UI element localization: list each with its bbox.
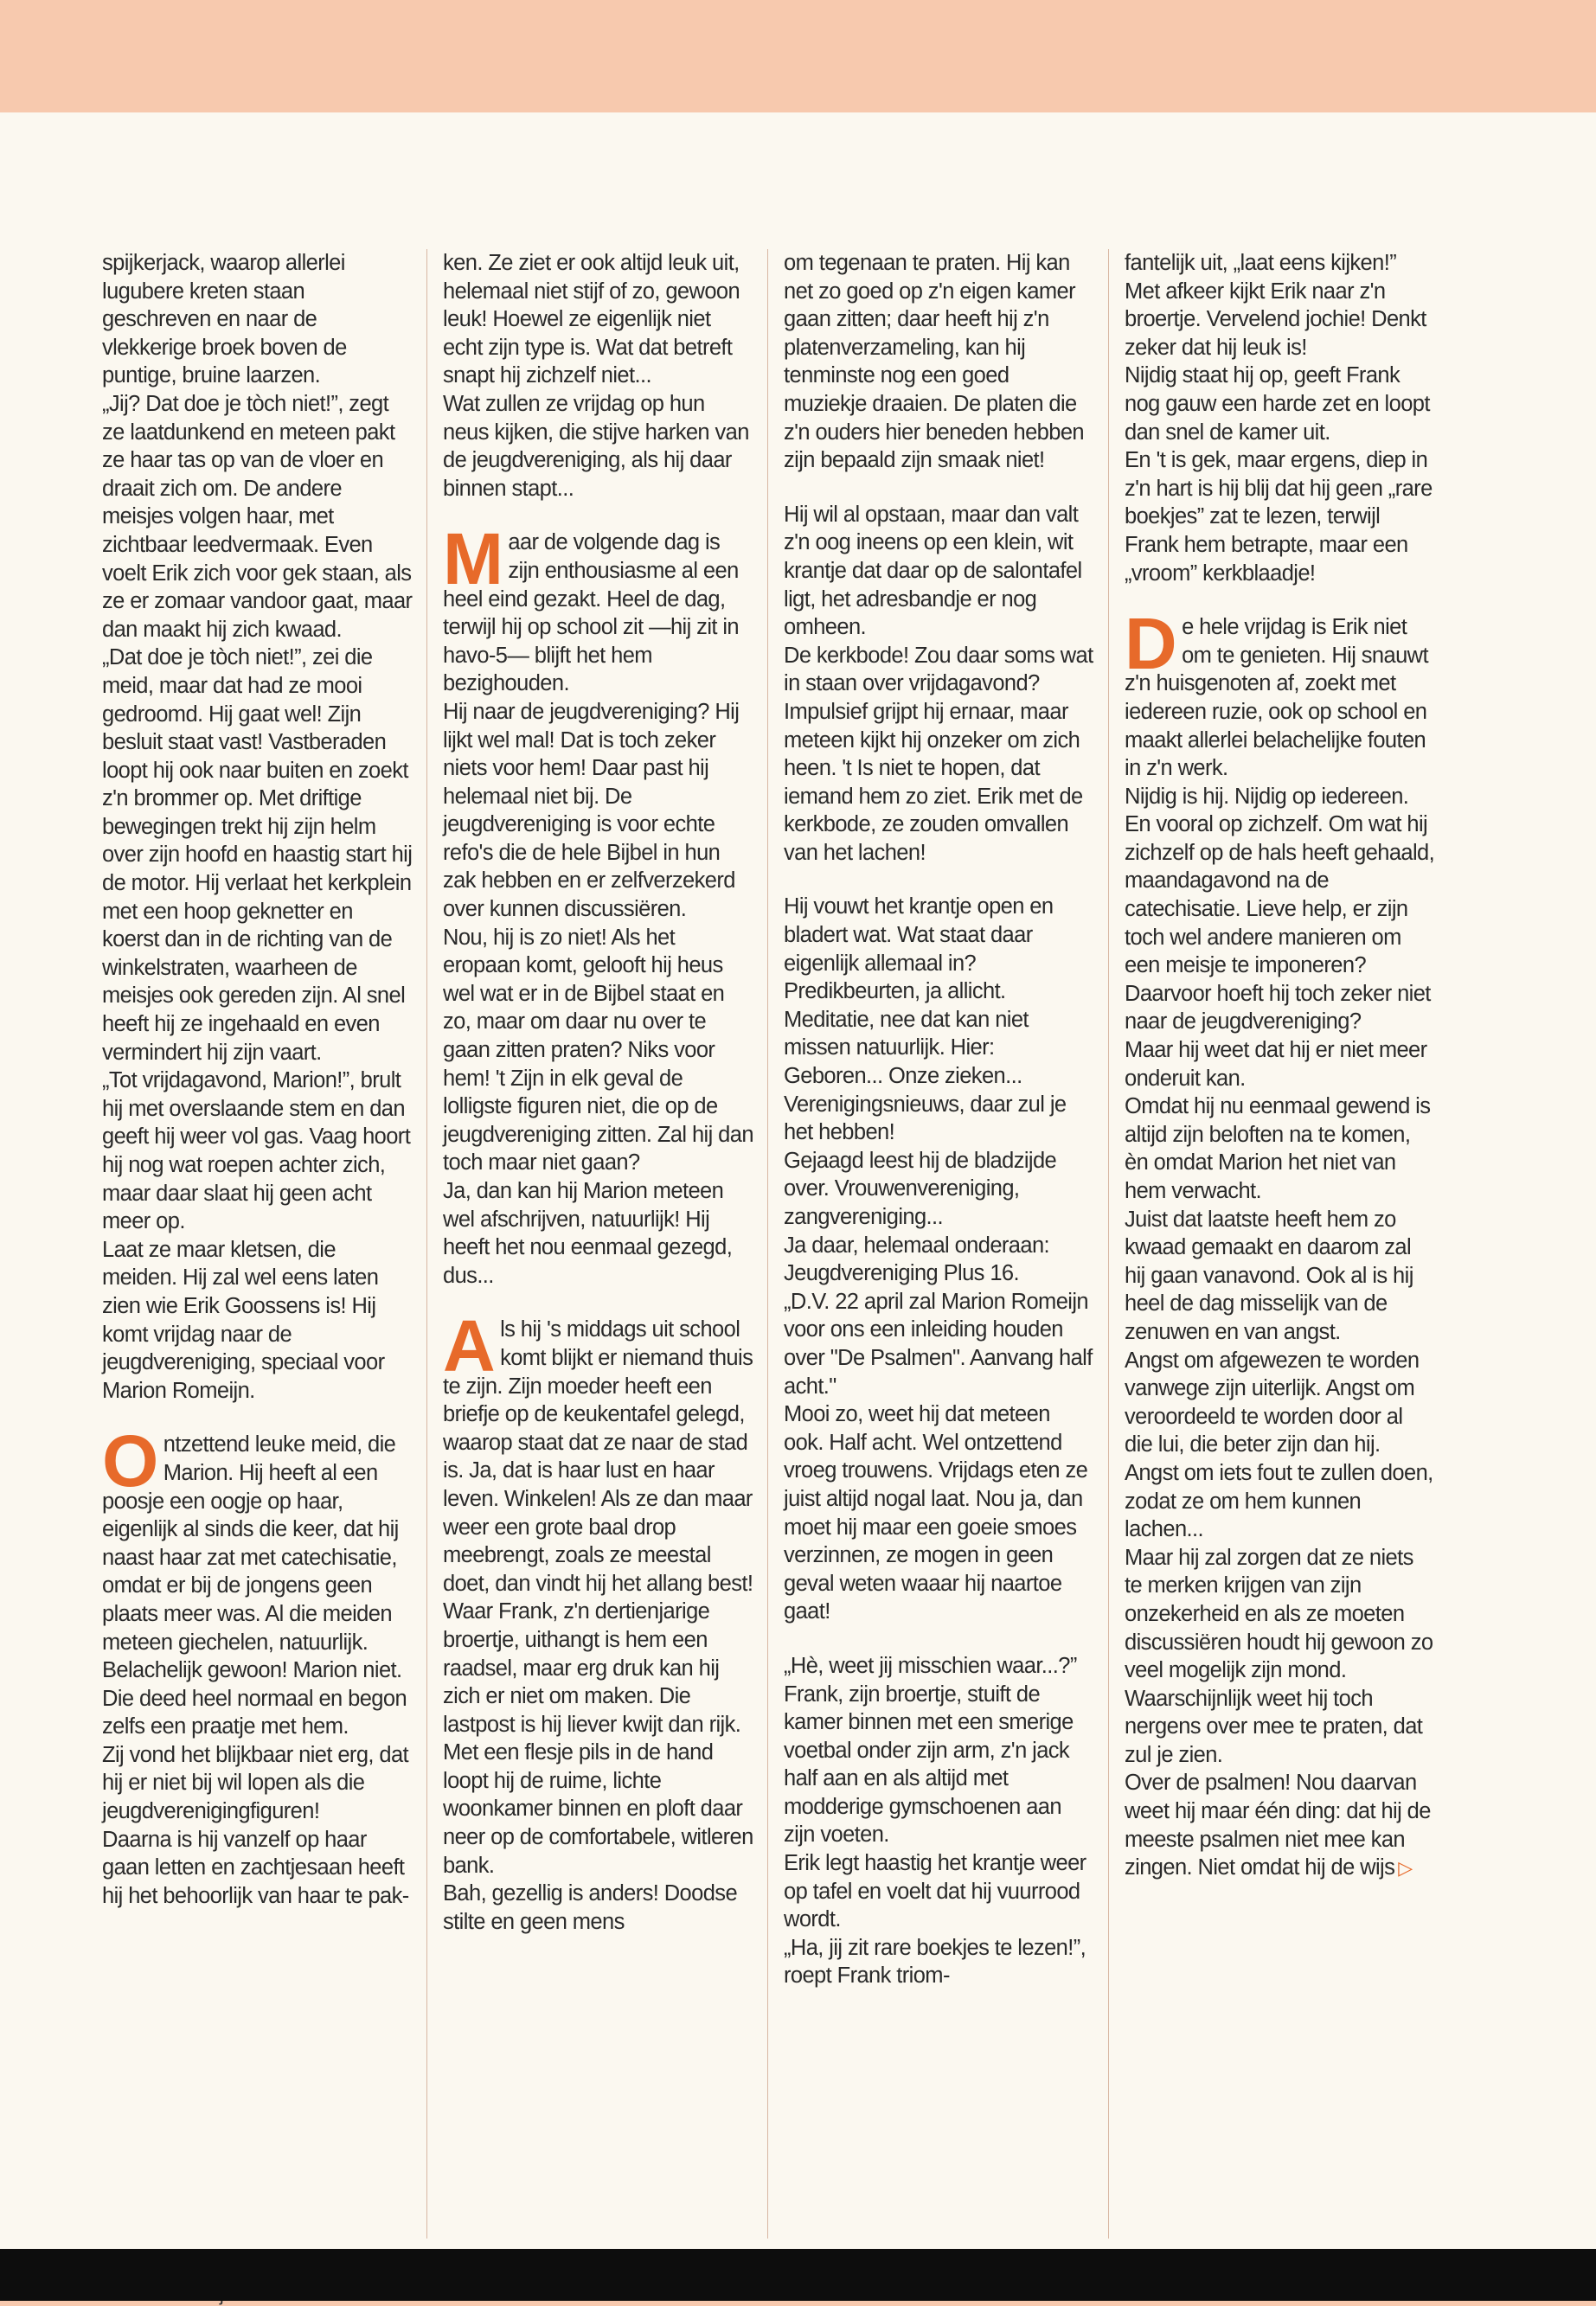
- paragraph-text: Hij vouwt het krantje open en bladert wat. Wat staat daar eigenlijk allemaal in? Predikbeurten, ja allicht. Meditatie, nee dat kan niet missen natuurlijk. Hier: Geboren... Onze zieken... Verenigingsnieuws, daar zul je het hebben!: [784, 894, 1067, 1145]
- article-paragraph: [1125, 1036, 1436, 1092]
- paragraph-text: Daarna is hij vanzelf op haar gaan letten en zachtjesaan heeft hij het behoorlijk van haar te pak-: [102, 1827, 409, 1908]
- section-break: [784, 475, 1095, 501]
- article-paragraph: [784, 1934, 1095, 1990]
- paragraph-text: Ja daar, helemaal onderaan: Jeugdvereniging Plus 16.: [784, 1233, 1050, 1286]
- article-paragraph: [443, 249, 754, 390]
- paragraph-text: Maar hij weet dat hij er niet meer onderuit kan.: [1125, 1038, 1427, 1091]
- paragraph-text: Gejaagd leest hij de bladzijde over. Vrouwenvereniging, zangvereniging...: [784, 1148, 1057, 1229]
- article-paragraph: [1125, 783, 1436, 1036]
- article-paragraph: [1125, 1092, 1436, 1205]
- paragraph-text: „Ha, jij zit rare boekjes te lezen!”, roept Frank triom-: [784, 1935, 1086, 1989]
- paragraph-text: Wat zullen ze vrijdag op hun neus kijken, die stijve harken van de jeugdvereniging, als hij daar binnen stapt...: [443, 391, 749, 501]
- paragraph-text: Waar Frank, z'n dertienjarige broertje, uithangt is hem een raadsel, maar erg druk kan hij zich er niet om maken. Die lastpost is hij liever kwijt dan rijk.: [443, 1599, 741, 1737]
- article-paragraph: [102, 249, 413, 390]
- article-paragraph: [102, 1826, 413, 1911]
- paragraph-text: aar de volgende dag is zijn enthousiasme al een heel eind gezakt. Heel de dag, terwijl hij op school zit —hij zit in havo-5— blijft het hem bezighouden.: [443, 530, 740, 696]
- paragraph-text: Nijdig is hij. Nijdig op iedereen. En vooral op zichzelf. Om wat hij zichzelf op de hals heeft gehaald, maandagavond na de catechisatie. Lieve help, er zijn toch wel andere manieren om een meisje te imponeren? Daarvoor hoeft hij toch zeker niet naar de jeugdvereniging?: [1125, 784, 1435, 1034]
- text-column-1: [102, 249, 413, 1910]
- column-divider: [767, 249, 768, 2239]
- column-divider: [426, 249, 427, 2239]
- paragraph-text: Met een flesje pils in de hand loopt hij de ruime, lichte woonkamer binnen en ploft daar neer op de comfortabele, witleren bank.: [443, 1740, 753, 1878]
- article-paragraph: [784, 501, 1095, 642]
- drop-cap: O: [102, 1420, 158, 1502]
- article-paragraph: [102, 1741, 413, 1826]
- article-paragraph: [443, 518, 754, 698]
- paragraph-text: Over de psalmen! Nou daarvan weet hij maar één ding: dat hij de meeste psalmen niet mee kan zingen. Niet omdat hij de wijs: [1125, 1771, 1431, 1880]
- paragraph-text: om tegenaan te praten. Hij kan net zo goed op z'n eigen kamer gaan zitten; daar heeft hij z'n platenverzameling, kan hij tenminste nog een goed muziekje draaien. De platen die z'n ouders hier beneden hebben zijn bepaald zijn smaak niet!: [784, 251, 1084, 473]
- article-paragraph: [1125, 1347, 1436, 1544]
- article-paragraph: [784, 1849, 1095, 1934]
- article-paragraph: [784, 893, 1095, 1146]
- article-paragraph: [1125, 1206, 1436, 1347]
- paragraph-text: Nou, hij is zo niet! Als het eropaan komt, gelooft hij heus wel wat er in de Bijbel staat en zo, maar om daar nu over te gaan zitten praten? Niks voor hem! 't Zijn in elk geval de lolligste figuren niet, die op de jeugdvereniging zitten. Zal hij dan toch maar niet gaan?: [443, 925, 753, 1175]
- article-paragraph: [443, 1177, 754, 1290]
- article-paragraph: [784, 642, 1095, 868]
- article-paragraph: [443, 1880, 754, 1936]
- paragraph-text: Erik legt haastig het krantje weer op tafel en voelt dat hij vuurrood wordt.: [784, 1851, 1086, 1932]
- article-paragraph: [784, 249, 1095, 475]
- article-paragraph: [443, 390, 754, 503]
- article-paragraph: [784, 1147, 1095, 1232]
- paragraph-text: Angst om afgewezen te worden vanwege zijn uiterlijk. Angst om veroordeeld te worden door al die lui, die beter zijn dan hij. Angst om iets fout te zullen doen, zodat ze om hem kunnen lachen...: [1125, 1348, 1433, 1542]
- article-paragraph: [784, 1400, 1095, 1626]
- article-paragraph: [784, 1232, 1095, 1288]
- article-paragraph: [443, 1305, 754, 1598]
- article-paragraph: [443, 1598, 754, 1739]
- scan-edge: [0, 2249, 1596, 2301]
- article-paragraph: [784, 1652, 1095, 1849]
- article-paragraph: [443, 1739, 754, 1880]
- article-paragraph: [102, 1067, 413, 1236]
- paragraph-text: Ja, dan kan hij Marion meteen wel afschrijven, natuurlijk! Hij heeft het nou eenmaal gezegd, dus...: [443, 1179, 733, 1288]
- paragraph-text: ntzettend leuke meid, die Marion. Hij heeft al een poosje een oogje op haar, eigenlijk al sinds die keer, dat hij naast haar zat met catechisatie, omdat er bij de jongens geen plaats meer was. Al die meiden meteen giechelen, natuurlijk. Belachelijk gewoon! Marion niet. Die deed heel normaal en begon zelfs een praatje met hem.: [102, 1432, 407, 1739]
- paragraph-text: Laat ze maar kletsen, die meiden. Hij zal wel eens laten zien wie Erik Goossens is! Hij komt vrijdag naar de jeugdvereniging, speciaal voor Marion Romeijn.: [102, 1237, 385, 1403]
- paragraph-text: Maar hij zal zorgen dat ze niets te merken krijgen van zijn onzekerheid en als ze moeten discussiëren houdt hij gewoon zo veel mogelijk zijn mond. Waarschijnlijk weet hij toch nergens over mee te praten, dat zul je zien.: [1125, 1545, 1433, 1767]
- drop-cap: M: [443, 518, 503, 600]
- text-column-2: [443, 249, 754, 1936]
- paragraph-text: fantelijk uit, „laat eens kijken!”: [1125, 251, 1397, 275]
- paragraph-text: Bah, gezellig is anders! Doodse stilte en geen mens: [443, 1881, 738, 1934]
- paragraph-text: Hij naar de jeugdvereniging? Hij lijkt wel mal! Dat is toch zeker niets voor hem! Daar past hij helemaal niet bij. De jeugdvereniging is voor echte refo's die de hele Bijbel in hun zak hebben en er zelfverzekerd over kunnen discussiëren.: [443, 699, 740, 922]
- column-divider: [1108, 249, 1109, 2239]
- paragraph-text: Met afkeer kijkt Erik naar z'n broertje. Vervelend jochie! Denkt zeker dat hij leuk is!: [1125, 279, 1426, 360]
- paragraph-text: De kerkbode! Zou daar soms wat in staan over vrijdagavond? Impulsief grijpt hij ernaar, maar meteen kijkt hij onzeker om zich heen. 't Is niet te hopen, dat iemand hem zo ziet. Erik met de kerkbode, ze zouden omvallen van het lachen!: [784, 643, 1093, 865]
- text-column-4: [1125, 249, 1436, 1883]
- paragraph-text: Nijdig staat hij op, geeft Frank nog gauw een harde zet en loopt dan snel de kamer uit.: [1125, 363, 1430, 445]
- drop-cap: D: [1125, 603, 1177, 685]
- section-break: [784, 867, 1095, 893]
- article-paragraph: [102, 390, 413, 644]
- text-column-3: [784, 249, 1095, 1990]
- paragraph-text: ls hij 's middags uit school komt blijkt er niemand thuis te zijn. Zijn moeder heeft een briefje op de keukentafel gelegd, waarop staat dat ze naar de stad is. Ja, dat is haar lust en haar leven. Winkelen! Als ze dan maar weer een grote baal drop meebrengt, zoals ze meestal doet, dan vindt hij het allang best!: [443, 1317, 753, 1596]
- continue-arrow-icon: ▷: [1398, 1857, 1413, 1880]
- article-paragraph: [784, 1288, 1095, 1400]
- paragraph-text: Omdat hij nu eenmaal gewend is altijd zijn beloften na te komen, èn omdat Marion het niet van hem verwacht.: [1125, 1094, 1431, 1203]
- paragraph-text: „Tot vrijdagavond, Marion!”, brult hij met overslaande stem en dan geeft hij weer vol gas. Vaag hoort hij nog wat roepen achter zich, maar daar slaat hij geen acht meer op.: [102, 1068, 411, 1234]
- paragraph-text: ken. Ze ziet er ook altijd leuk uit, helemaal niet stijf of zo, gewoon leuk! Hoewel ze eigenlijk niet echt zijn type is. Wat dat betreft snapt hij zichzelf niet...: [443, 251, 740, 388]
- paragraph-text: „Jij? Dat doe je tòch niet!”, zegt ze laatdunkend en meteen pakt ze haar tas op van de vloer en draait zich om. De andere meisjes volgen haar, met zichtbaar leedvermaak. Even voelt Erik zich voor gek staan, als ze er zomaar vandoor gaat, maar dan maakt hij zich kwaad.: [102, 391, 413, 642]
- paragraph-text: Zij vond het blijkbaar niet erg, dat hij er niet bij wil lopen als die jeugdverenigingfiguren!: [102, 1742, 409, 1824]
- article-paragraph: [1125, 603, 1436, 783]
- paragraph-text: Mooi zo, weet hij dat meteen ook. Half acht. Wel ontzettend vroeg trouwens. Vrijdags eten ze juist altijd nogal laat. Nou ja, dan moet hij maar een goeie smoes verzinnen, ze mogen in geen geval weten waaar hij naartoe gaat!: [784, 1402, 1088, 1624]
- article-paragraph: [1125, 249, 1436, 278]
- article-paragraph: [1125, 362, 1436, 446]
- paragraph-text: Hij wil al opstaan, maar dan valt z'n oog ineens op een klein, wit krantje dat daar op de salontafel ligt, het adresbandje er nog omheen.: [784, 502, 1082, 640]
- section-break: [784, 1626, 1095, 1652]
- paragraph-text: „Dat doe je tòch niet!”, zei die meid, maar dat had ze mooi gedroomd. Hij gaat wel! Zijn besluit staat vast! Vastberaden loopt hij ook naar buiten en zoekt z'n brommer op. Met driftige bewegingen trekt hij zijn helm over zijn hoofd en haastig start hij de motor. Hij verlaat het kerkplein met een hoop geknetter en koerst dan in de richting van de winkelstraten, waarheen de meisjes ook gereden zijn. Al snel heeft hij ze ingehaald en even vermindert hij zijn vaart.: [102, 645, 413, 1065]
- paragraph-text: „D.V. 22 april zal Marion Romeijn voor ons een inleiding houden over "De Psalmen". Aanvang half acht.": [784, 1289, 1093, 1399]
- drop-cap: A: [443, 1305, 496, 1387]
- article-paragraph: [102, 1420, 413, 1741]
- article-paragraph: [1125, 1769, 1436, 1882]
- magazine-page: [0, 112, 1596, 2249]
- paragraph-text: „Hè, weet jij misschien waar...?” Frank, zijn broertje, stuift de kamer binnen met een smerige voetbal onder zijn arm, z'n jack half aan en als altijd met modderige gymschoenen aan zijn voeten.: [784, 1653, 1077, 1848]
- article-paragraph: [443, 698, 754, 924]
- paragraph-text: e hele vrijdag is Erik niet om te genieten. Hij snauwt z'n huisgenoten af, zoekt met iedereen ruzie, ook op school en maakt allerlei belachelijke fouten in z'n werk.: [1125, 615, 1428, 781]
- article-paragraph: [102, 1236, 413, 1406]
- article-paragraph: [102, 644, 413, 1067]
- article-paragraph: [1125, 1544, 1436, 1770]
- paragraph-text: En 't is gek, maar ergens, diep in z'n hart is hij blij dat hij geen „rare boekjes” zat te lezen, terwijl Frank hem betrapte, maar een „vroom” kerkblaadje!: [1125, 448, 1433, 586]
- paragraph-text: Juist dat laatste heeft hem zo kwaad gemaakt en daarom zal hij gaan vanavond. Ook al is hij heel de dag misselijk van de zenuwen en van angst.: [1125, 1207, 1413, 1344]
- article-paragraph: [1125, 446, 1436, 587]
- article-paragraph: [1125, 278, 1436, 362]
- paragraph-text: spijkerjack, waarop allerlei lugubere kreten staan geschreven en naar de vlekkerige broek boven de puntige, bruine laarzen.: [102, 251, 347, 388]
- article-paragraph: [443, 924, 754, 1177]
